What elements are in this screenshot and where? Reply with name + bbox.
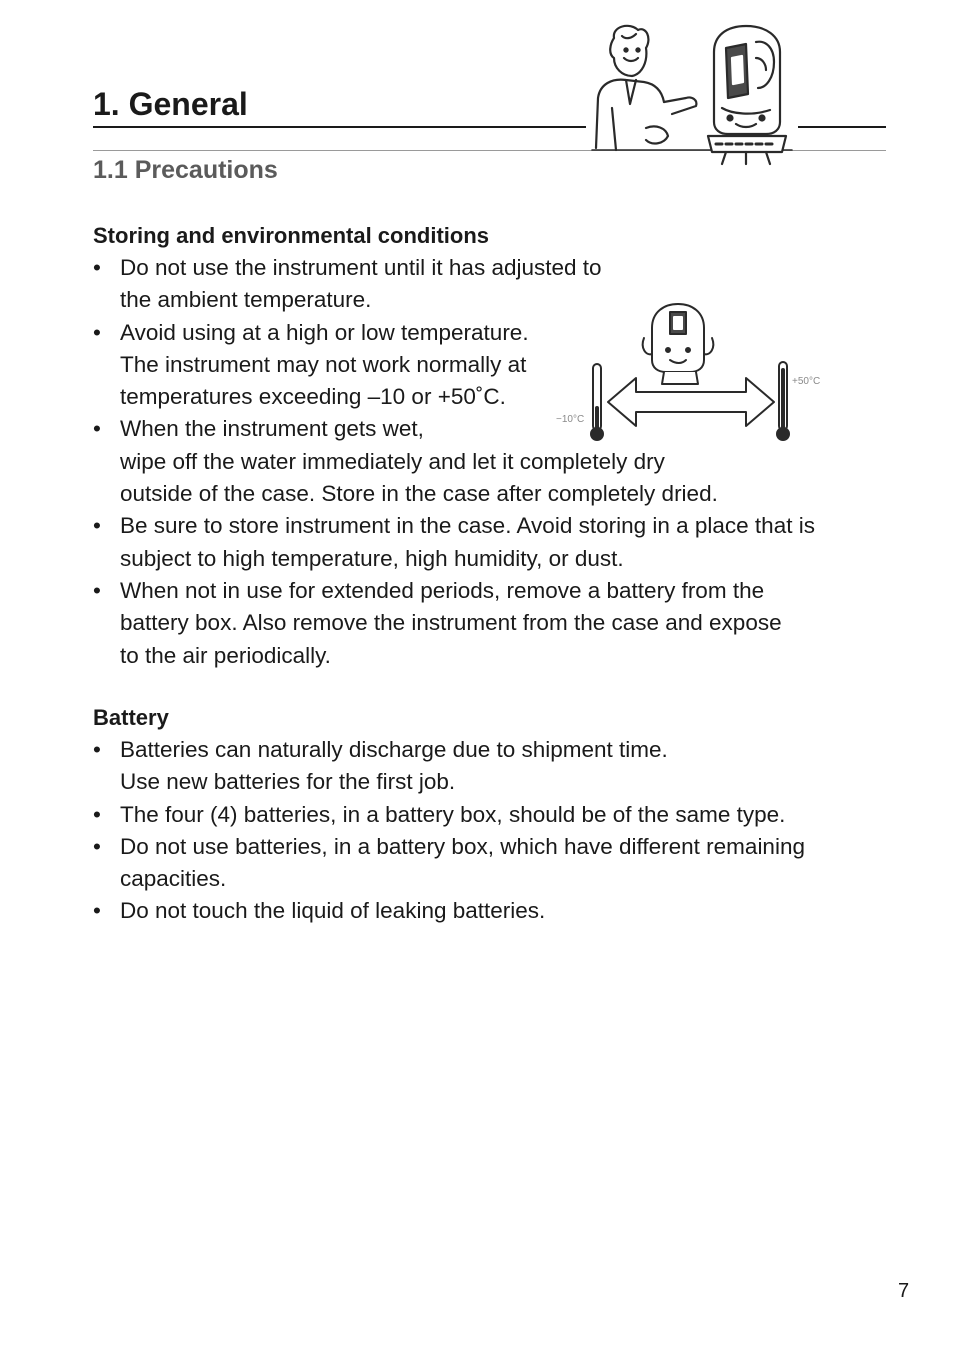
- list-item: [93, 734, 805, 799]
- page-number: 7: [898, 1280, 910, 1302]
- list-item-line: to the air periodically.: [120, 642, 331, 668]
- bullet-glyph: •: [93, 801, 101, 827]
- list-item-line: Do not use the instrument until it has adjusted to: [120, 255, 602, 280]
- list-item: [93, 575, 815, 672]
- bullet-glyph: •: [93, 255, 101, 280]
- list-item-line: Avoid using at a high or low temperature.: [120, 319, 529, 345]
- chapter-title: 1. General: [93, 86, 248, 122]
- list-item-line: Be sure to store instrument in the case. Avoid storing in a place that is: [120, 513, 815, 539]
- battery-heading: Battery: [93, 705, 169, 730]
- battery-list: [93, 734, 805, 928]
- bullet-glyph: •: [93, 833, 101, 859]
- high-temperature-label: +50°C: [792, 376, 821, 387]
- list-item-line: Batteries can naturally discharge due to shipment time.: [120, 737, 668, 762]
- list-item-line: battery box. Also remove the instrument from the case and expose: [120, 610, 782, 636]
- list-item-line: When the instrument gets wet,: [120, 416, 424, 442]
- bullet-glyph: •: [93, 737, 101, 762]
- chapter-title-rule-left: [93, 126, 586, 128]
- bullet-glyph: •: [93, 577, 101, 603]
- list-item-line: The instrument may not work normally at: [120, 351, 527, 377]
- list-item: [93, 895, 805, 927]
- list-item-line: The four (4) batteries, in a battery box, should be of the same type.: [120, 801, 786, 827]
- list-item: [93, 831, 805, 896]
- temperature-range-illustration: [552, 298, 842, 448]
- technician-illustration: [586, 18, 798, 166]
- list-item-line: Do not touch the liquid of leaking batteries.: [120, 898, 546, 924]
- section-title: 1.1 Precautions: [93, 156, 278, 184]
- list-item-line: subject to high temperature, high humidity, or dust.: [120, 545, 624, 571]
- bullet-glyph: •: [93, 416, 101, 442]
- chapter-title-rule-right: [798, 126, 886, 128]
- list-item-line: Use new batteries for the first job.: [120, 769, 456, 795]
- storing-heading: Storing and environmental conditions: [93, 223, 490, 248]
- list-item: [93, 510, 815, 575]
- low-temperature-label: −10°C: [556, 414, 585, 425]
- list-item-line: outside of the case. Store in the case after completely dried.: [120, 481, 718, 507]
- list-item-line: the ambient temperature.: [120, 287, 372, 313]
- bullet-glyph: •: [93, 319, 101, 345]
- list-item-line: Do not use batteries, in a battery box, which have different remaining: [120, 833, 805, 859]
- bullet-glyph: •: [93, 898, 101, 924]
- list-item-line: When not in use for extended periods, remove a battery from the: [120, 577, 765, 603]
- list-item: [93, 799, 805, 831]
- list-item-line: wipe off the water immediately and let it completely dry: [120, 448, 665, 474]
- list-item-line: temperatures exceeding –10 or +50˚C.: [120, 384, 506, 410]
- list-item-line: capacities.: [120, 866, 227, 892]
- bullet-glyph: •: [93, 513, 101, 539]
